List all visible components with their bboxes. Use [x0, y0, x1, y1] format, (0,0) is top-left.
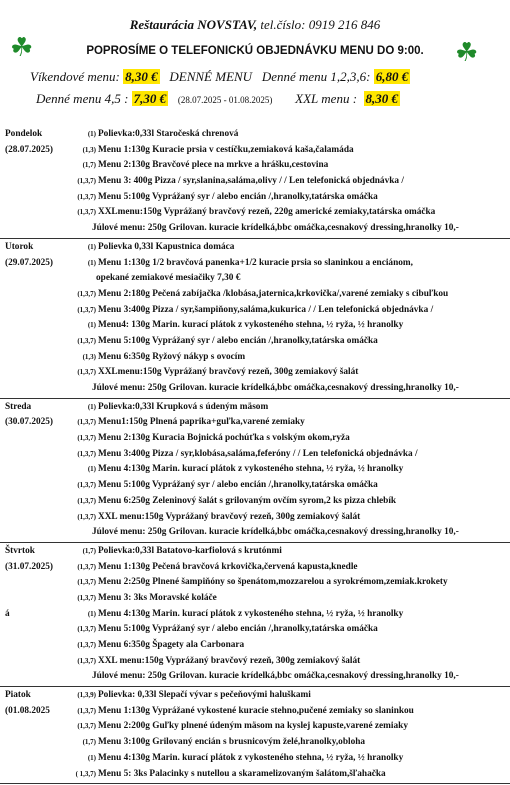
allergen-codes: (1,3,7) — [77, 177, 96, 186]
allergen-codes: (1,3,7) — [77, 208, 96, 217]
menu-item-text: Menu 3: 3ks Moravské koláče — [98, 592, 217, 603]
menu-item-row — [0, 271, 510, 287]
weekend-menu-price: 8,30 € — [125, 69, 158, 84]
menu-item-row — [0, 719, 510, 735]
menu-item-text: Polievka 0,33l Kapustnica domáca — [98, 241, 235, 252]
menu-item-text: XXLmenu:150g Vyprážaný bravčový rezeň, 300g zemiakový šalát — [98, 367, 359, 378]
menu-item-row — [0, 334, 510, 350]
allergen-codes: (1,3,7) — [77, 434, 96, 443]
allergen-codes: (1) — [87, 609, 96, 618]
restaurant-title — [0, 17, 510, 33]
allergen-codes: (1,3) — [82, 352, 96, 361]
menu-item-text: Menu 2:130g Bravčové plece na mrkve a hrášku,cestovina — [98, 160, 329, 171]
menu-item-text: Menu 5:100g Vyprážaný syr / alebo encián /,hranolky,tatárska omáčka — [98, 480, 378, 491]
allergen-codes: (1) — [87, 242, 96, 251]
allergen-codes: (1,3,7) — [77, 593, 96, 602]
menu-item-text: Menu 2:250g Plnené šampiňóny so špenátom,mozzarelou a syrokrémom,zemiak.krokety — [98, 577, 448, 588]
menu-item-row — [0, 350, 510, 366]
daily-menu-45-label: Denné menu 4,5 : — [36, 91, 129, 106]
day-label: Pondelok — [5, 129, 43, 139]
menu-item-text: Menu4: 130g Marin. kurací plátok z vykosteného stehna, ½ ryža, ½ hranolky — [98, 320, 404, 331]
xxl-menu-price: 8,30 € — [365, 91, 399, 106]
menu-item-text: Menu 6:250g Zeleninový šalát s grilovaným ovčím syrom,2 ks pizza chlebík — [98, 495, 397, 506]
allergen-codes: ( 1,3,7) — [75, 769, 96, 778]
menu-item-row — [0, 158, 510, 174]
menu-item-text: XXL menu:150g Vyprážaný bravčový rezeň, 300g zemiakový šalát — [98, 511, 361, 522]
allergen-codes: (1,7) — [82, 161, 96, 170]
menu-item-row — [0, 575, 510, 591]
menu-item-row — [0, 256, 510, 272]
menu-item-text: Menu 2:180g Pečená zabíjačka /klobása,jaternica,krkovička/,varené zemiaky s cibuľkou — [98, 288, 449, 299]
allergen-codes: (1) — [87, 753, 96, 762]
allergen-codes: (1,7) — [82, 738, 96, 747]
menu-item-row — [0, 494, 510, 510]
day-label: Utorok — [5, 241, 34, 252]
menu-item-row — [0, 510, 510, 526]
allergen-codes: (1,3,7) — [77, 289, 96, 298]
menu-item-text: Menu 1:130g Vyprážané vykostené kuracie stehno,pučené zemiaky so slaninkou — [98, 705, 414, 716]
menu-item-text: Menu 3:400g Pizza / syr,šampiňony,saláma,kukurica / / Len telefonická objednávka / — [98, 304, 434, 315]
menu-item-text: Menu1:150g Plnená paprika+guľka,varené zemiaky — [98, 417, 305, 428]
menu-item-text: Polievka:0,33l Staročeská chrenová — [98, 129, 239, 139]
allergen-codes: (1,3,7) — [77, 706, 96, 715]
weekly-special-text: Júlové menu: 250g Grilovan. kuracie krídelká,bbc omáčka,cesnakový dressing,hranolky 10,- — [92, 671, 459, 682]
menu-item-text: Menu 6:350g Ryžový nákyp s ovocím — [98, 351, 246, 362]
day-label: Štvrtok — [5, 545, 35, 556]
date-range: (28.07.2025 - 01.08.2025) — [177, 95, 273, 105]
clover-icon: ☘ — [10, 33, 34, 62]
allergen-codes: (1,3,7) — [77, 449, 96, 458]
menu-item-row — [0, 751, 510, 767]
menu-item-text: Menu 3:400g Pizza / syr,klobása,saláma,feferóny / / Len telefonická objednávka / — [98, 448, 418, 459]
menu-item-text: Menu 3:100g Grilovaný encián s brusnicovým želé,hranolky,obloha — [98, 737, 366, 748]
day-label: (01.08.2025 — [5, 705, 50, 716]
day-block — [0, 127, 510, 239]
weekend-menu-label: Víkendové menu: — [30, 69, 120, 84]
allergen-codes: (1,7) — [82, 546, 96, 555]
menu-item-row — [0, 205, 510, 221]
allergen-codes: (1) — [87, 130, 96, 138]
allergen-codes: (1,3,7) — [77, 625, 96, 634]
menu-item-text: opekané zemiakové mesiačiky 7,30 € — [96, 273, 241, 284]
allergen-codes: (1,3,7) — [77, 512, 96, 521]
day-block — [0, 688, 510, 784]
day-label: (31.07.2025) — [5, 561, 54, 572]
allergen-codes: (1) — [87, 465, 96, 474]
allergen-codes: (1,3,7) — [77, 562, 96, 571]
menu-item-row — [0, 365, 510, 381]
allergen-codes: (1,3,7) — [77, 336, 96, 345]
allergen-codes: (1,3) — [82, 145, 96, 154]
menu-item-text: Menu 3: 400g Pizza / syr,slanina,saláma,olivy / / Len telefonická objednávka / — [98, 176, 404, 187]
allergen-codes: (1,3,7) — [77, 418, 96, 427]
menu-item-text: XXL menu:150g Vyprážaný bravčový rezeň, 300g zemiakový šalát — [98, 655, 361, 666]
menu-item-text: Menu 4:130g Marin. kurací plátok z vykosteného stehna, ½ ryža, ½ hranolky — [98, 608, 404, 619]
menu-item-text: Menu 1:130g Kuracie prsia v cestíčku,zemiaková kaša,čalamáda — [98, 144, 354, 155]
menu-item-row — [0, 622, 510, 638]
menu-item-row — [0, 478, 510, 494]
weekly-special-text: Júlové menu: 250g Grilovan. kuracie krídelká,bbc omáčka,cesnakový dressing,hranolky 10,- — [92, 223, 459, 234]
price-line-2 — [36, 91, 400, 107]
menu-item-row — [0, 544, 510, 560]
menu-item-text: Menu 5:100g Vyprážaný syr / alebo encián /,hranolky,tatárska omáčka — [98, 335, 378, 346]
allergen-codes: (1,3,7) — [77, 641, 96, 649]
weekly-special-row — [0, 669, 510, 685]
menu-item-text: XXLmenu:150g Vyprážaný bravčový rezeň, 220g americké zemiaky,tatárska omáčka — [98, 207, 436, 218]
allergen-codes: (1,3,7) — [77, 656, 96, 665]
menu-item-row — [0, 287, 510, 303]
order-notice: POPROSÍME O TELEFONICKÚ OBJEDNÁVKU MENU DO 9:00. — [86, 45, 424, 57]
weekly-special-text: Júlové menu: 250g Grilovan. kuracie krídelká,bbc omáčka,cesnakový dressing,hranolky 10,- — [92, 527, 459, 538]
menu-item-row — [0, 431, 510, 447]
menu-item-text: Polievka:0,33l Krupková s údeným mäsom — [98, 401, 269, 412]
weekly-special-row — [0, 221, 510, 237]
day-block — [0, 544, 510, 687]
restaurant-name: Reštaurácia NOVSTAV, — [129, 17, 258, 32]
day-label: Piatok — [5, 690, 31, 701]
allergen-codes: (1,3,7) — [77, 578, 96, 587]
menu-item-row — [0, 607, 510, 623]
menu-item-text: Polievka:0,33l Batatovo-karfiolová s krutónmi — [98, 545, 282, 556]
menu-item-text: Menu 5:100g Vyprážaný syr / alebo encián /,hranolky,tatárska omáčka — [98, 191, 378, 202]
price-line-1 — [30, 69, 410, 85]
menu-body — [0, 127, 510, 785]
menu-item-row — [0, 174, 510, 190]
day-label: (28.07.2025) — [5, 144, 54, 155]
daily-menu-45-price: 7,30 € — [133, 91, 167, 106]
menu-item-text: Polievka: 0,33l Slepačí vývar s pečeňovými haluškami — [98, 690, 311, 701]
weekly-special-text: Júlové menu: 250g Grilovan. kuracie krídelká,bbc omáčka,cesnakový dressing,hranolky 10,- — [92, 383, 459, 393]
menu-item-row — [0, 447, 510, 463]
menu-item-row — [0, 462, 510, 478]
menu-item-row — [0, 591, 510, 607]
allergen-codes: (1,3,7) — [77, 481, 96, 490]
allergen-codes: (1,3,7) — [77, 496, 96, 505]
clover-icon: ☘ — [455, 38, 479, 67]
daily-menu-123-label: Denné menu 1,2,3,6: — [261, 69, 371, 84]
restaurant-phone: tel.číslo: 0919 216 846 — [257, 17, 381, 32]
day-label: (29.07.2025) — [5, 257, 54, 268]
menu-item-text: Menu 6:350g Špagety ala Carbonara — [98, 640, 245, 650]
allergen-codes: (1) — [87, 258, 96, 267]
menu-item-row — [0, 415, 510, 431]
menu-item-row — [0, 303, 510, 319]
menu-item-row — [0, 127, 510, 143]
menu-item-row — [0, 767, 510, 783]
day-block — [0, 400, 510, 543]
weekly-special-row — [0, 381, 510, 397]
day-label: (30.07.2025) — [5, 417, 54, 428]
menu-item-text: Menu 5:100g Vyprážaný syr / alebo encián /,hranolky,tatárska omáčka — [98, 624, 378, 635]
menu-item-text: Menu 2:200g Guľky plnené údeným mäsom na kyslej kapuste,varené zemiaky — [98, 721, 408, 732]
menu-item-row — [0, 688, 510, 704]
allergen-codes: (1) — [87, 402, 96, 411]
allergen-codes: (1,3,7) — [77, 305, 96, 314]
menu-item-row — [0, 638, 510, 654]
day-label: á — [5, 608, 10, 619]
menu-item-row — [0, 318, 510, 334]
allergen-codes: (1) — [87, 321, 96, 330]
menu-item-text: Menu 5: 3ks Palacinky s nutellou a skaramelizovaným šalátom,šľahačka — [98, 768, 386, 779]
menu-item-row — [0, 400, 510, 416]
menu-item-row — [0, 143, 510, 159]
day-block — [0, 240, 510, 399]
menu-item-row — [0, 735, 510, 751]
menu-item-text: Menu 1:130g Pečená bravčová krkovička,červená kapusta,knedle — [98, 561, 358, 572]
menu-item-text: Menu 1:130g 1/2 bravčová panenka+1/2 kuracie prsia so slaninkou a enciánom, — [98, 257, 413, 268]
allergen-codes: (1,3,7) — [77, 192, 96, 201]
xxl-menu-label: XXL menu : — [295, 91, 358, 106]
allergen-codes: (1,3,7) — [77, 368, 96, 377]
day-label: Streda — [5, 401, 32, 412]
menu-item-row — [0, 190, 510, 206]
allergen-codes: (1,3,7) — [77, 722, 96, 731]
daily-menu-heading: DENNÉ MENU — [169, 69, 253, 84]
allergen-codes: (1,3,9) — [77, 691, 96, 700]
menu-item-row — [0, 704, 510, 720]
menu-item-text: Menu 4:130g Marin. kurací plátok z vykosteného stehna, ½ ryža, ½ hranolky — [98, 752, 404, 763]
menu-item-row — [0, 654, 510, 670]
weekly-special-row — [0, 525, 510, 541]
menu-item-row — [0, 240, 510, 256]
menu-item-text: Menu 2:130g Kuracia Bojnická pochúťka s volským okom,ryža — [98, 433, 350, 444]
menu-item-text: Menu 4:130g Marin. kurací plátok z vykosteného stehna, ½ ryža, ½ hranolky — [98, 464, 404, 475]
daily-menu-123-price: 6,80 € — [375, 69, 409, 84]
menu-item-row — [0, 560, 510, 576]
